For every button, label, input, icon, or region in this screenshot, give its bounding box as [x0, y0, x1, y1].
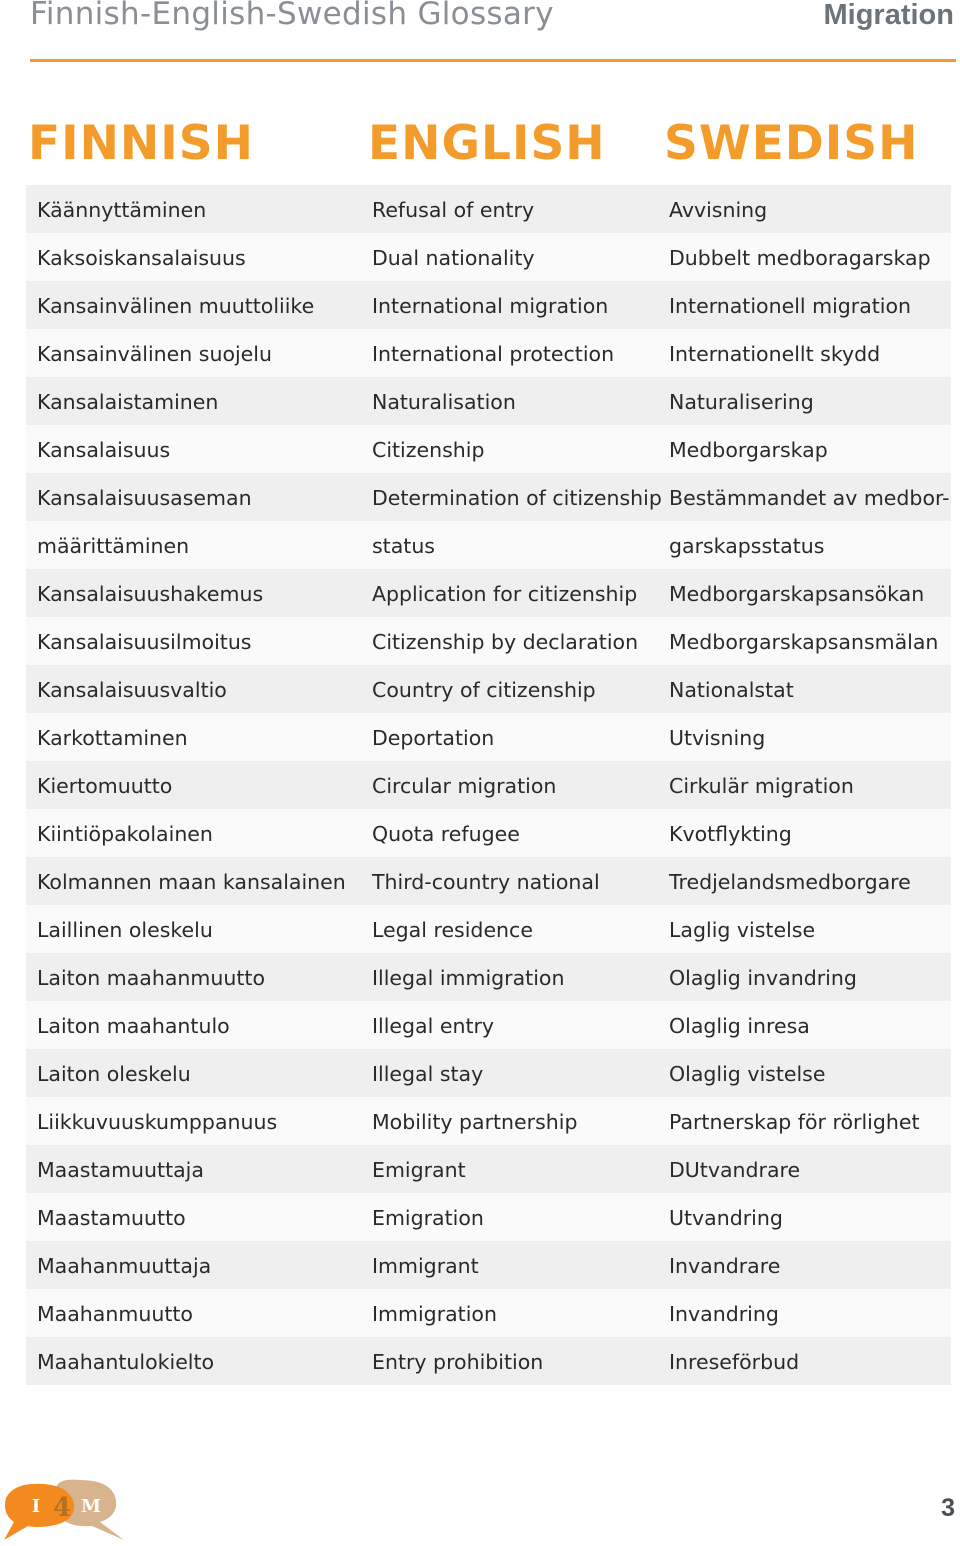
term-swedish: Nationalstat [669, 678, 794, 702]
term-english: Immigrant [372, 1254, 479, 1278]
term-english: Illegal immigration [372, 966, 565, 990]
term-finnish: Kolmannen maan kansalainen [37, 870, 346, 894]
term-swedish: Laglig vistelse [669, 918, 816, 942]
term-english: Emigration [372, 1206, 484, 1230]
table-row [26, 233, 951, 281]
table-row [26, 1241, 951, 1289]
term-finnish: Laillinen oleskelu [37, 918, 213, 942]
term-swedish: Medborgarskap [669, 438, 828, 462]
table-row [26, 425, 951, 473]
term-swedish: Olaglig inresa [669, 1014, 810, 1038]
term-english: Quota refugee [372, 822, 520, 846]
term-swedish: Cirkulär migration [669, 774, 854, 798]
column-header-english: ENGLISH [368, 116, 606, 171]
table-row [26, 713, 951, 761]
term-english: Circular migration [372, 774, 557, 798]
term-swedish: Bestämmandet av medbor- [669, 486, 950, 510]
term-swedish: Avvisning [669, 198, 768, 222]
table-row [26, 521, 951, 569]
term-finnish: Kansainvälinen muuttoliike [37, 294, 315, 318]
glossary-table [26, 185, 951, 1385]
column-header-finnish: FINNISH [28, 116, 254, 171]
term-finnish: Kiertomuutto [37, 774, 173, 798]
term-english: Application for citizenship [372, 582, 638, 606]
i4m-logo-graphic [0, 1478, 130, 1542]
term-swedish: Naturalisering [669, 390, 814, 414]
term-finnish: Maahanmuuttaja [37, 1254, 212, 1278]
table-row [26, 377, 951, 425]
term-swedish: Medborgarskapsansmälan [669, 630, 939, 654]
term-english: Illegal entry [372, 1014, 495, 1038]
table-row [26, 761, 951, 809]
term-english: Determination of citizenship [372, 486, 662, 510]
term-swedish: garskapsstatus [669, 534, 825, 558]
term-finnish: Maahanmuutto [37, 1302, 193, 1326]
table-row [26, 1049, 951, 1097]
term-english: Legal residence [372, 918, 533, 942]
term-swedish: DUtvandrare [669, 1158, 801, 1182]
table-row [26, 1193, 951, 1241]
term-finnish: Maastamuutto [37, 1206, 186, 1230]
document-title: Finnish-English-Swedish Glossary [30, 0, 554, 32]
term-finnish: määrittäminen [37, 534, 190, 558]
term-english: Illegal stay [372, 1062, 484, 1086]
table-row [26, 281, 951, 329]
term-finnish: Kansalaisuusilmoitus [37, 630, 252, 654]
column-header-swedish: SWEDISH [664, 116, 919, 171]
table-row [26, 329, 951, 377]
table-row [26, 473, 951, 521]
term-finnish: Kiintiöpakolainen [37, 822, 213, 846]
term-swedish: Olaglig vistelse [669, 1062, 826, 1086]
term-english: Refusal of entry [372, 198, 535, 222]
term-swedish: Olaglig invandring [669, 966, 857, 990]
table-row [26, 569, 951, 617]
table-row [26, 1145, 951, 1193]
term-finnish: Kansalaisuusaseman [37, 486, 252, 510]
term-swedish: Medborgarskapsansökan [669, 582, 925, 606]
table-row [26, 1337, 951, 1385]
term-finnish: Maastamuuttaja [37, 1158, 204, 1182]
term-finnish: Laiton maahantulo [37, 1014, 230, 1038]
table-row [26, 809, 951, 857]
term-finnish: Maahantulokielto [37, 1350, 215, 1374]
header-divider [30, 59, 956, 62]
term-swedish: Partnerskap för rörlighet [669, 1110, 920, 1134]
logo-letter-4: 4 [52, 1493, 72, 1523]
term-finnish: Kaksoiskansalaisuus [37, 246, 246, 270]
term-swedish: Dubbelt medboragarskap [669, 246, 931, 270]
term-swedish: Inreseförbud [669, 1350, 800, 1374]
term-finnish: Kansalaisuus [37, 438, 171, 462]
table-row [26, 665, 951, 713]
term-english: Immigration [372, 1302, 497, 1326]
term-finnish: Käännyttäminen [37, 198, 207, 222]
term-english: Emigrant [372, 1158, 466, 1182]
term-finnish: Karkottaminen [37, 726, 188, 750]
term-swedish: Invandring [669, 1302, 779, 1326]
term-swedish: Tredjelandsmedborgare [669, 870, 911, 894]
term-english: Citizenship [372, 438, 485, 462]
term-english: Citizenship by declaration [372, 630, 639, 654]
term-finnish: Kansalaisuusvaltio [37, 678, 227, 702]
term-english: Deportation [372, 726, 495, 750]
term-english: Dual nationality [372, 246, 535, 270]
term-finnish: Laiton oleskelu [37, 1062, 191, 1086]
i4m-logo [0, 1478, 130, 1542]
term-english: Third-country national [372, 870, 600, 894]
term-swedish: Invandrare [669, 1254, 781, 1278]
term-swedish: Utvandring [669, 1206, 783, 1230]
term-finnish: Kansalaisuushakemus [37, 582, 264, 606]
table-row [26, 1001, 951, 1049]
term-finnish: Laiton maahanmuutto [37, 966, 265, 990]
section-topic: Migration [823, 0, 954, 31]
term-finnish: Kansainvälinen suojelu [37, 342, 272, 366]
term-swedish: Utvisning [669, 726, 766, 750]
term-english: Mobility partnership [372, 1110, 578, 1134]
table-row [26, 857, 951, 905]
term-swedish: Internationellt skydd [669, 342, 881, 366]
term-english: International protection [372, 342, 615, 366]
table-row [26, 1097, 951, 1145]
table-row [26, 617, 951, 665]
term-english: Country of citizenship [372, 678, 596, 702]
term-english: status [372, 534, 435, 558]
term-english: Entry prohibition [372, 1350, 544, 1374]
page-number: 3 [941, 1494, 955, 1522]
term-finnish: Kansalaistaminen [37, 390, 219, 414]
logo-letter-m: M [81, 1496, 101, 1517]
term-finnish: Liikkuvuuskumppanuus [37, 1110, 278, 1134]
logo-letter-i: I [31, 1496, 41, 1517]
table-row [26, 1289, 951, 1337]
term-english: International migration [372, 294, 609, 318]
table-row [26, 185, 951, 233]
table-row [26, 953, 951, 1001]
table-row [26, 905, 951, 953]
term-swedish: Kvotflykting [669, 822, 792, 846]
term-swedish: Internationell migration [669, 294, 912, 318]
term-english: Naturalisation [372, 390, 516, 414]
